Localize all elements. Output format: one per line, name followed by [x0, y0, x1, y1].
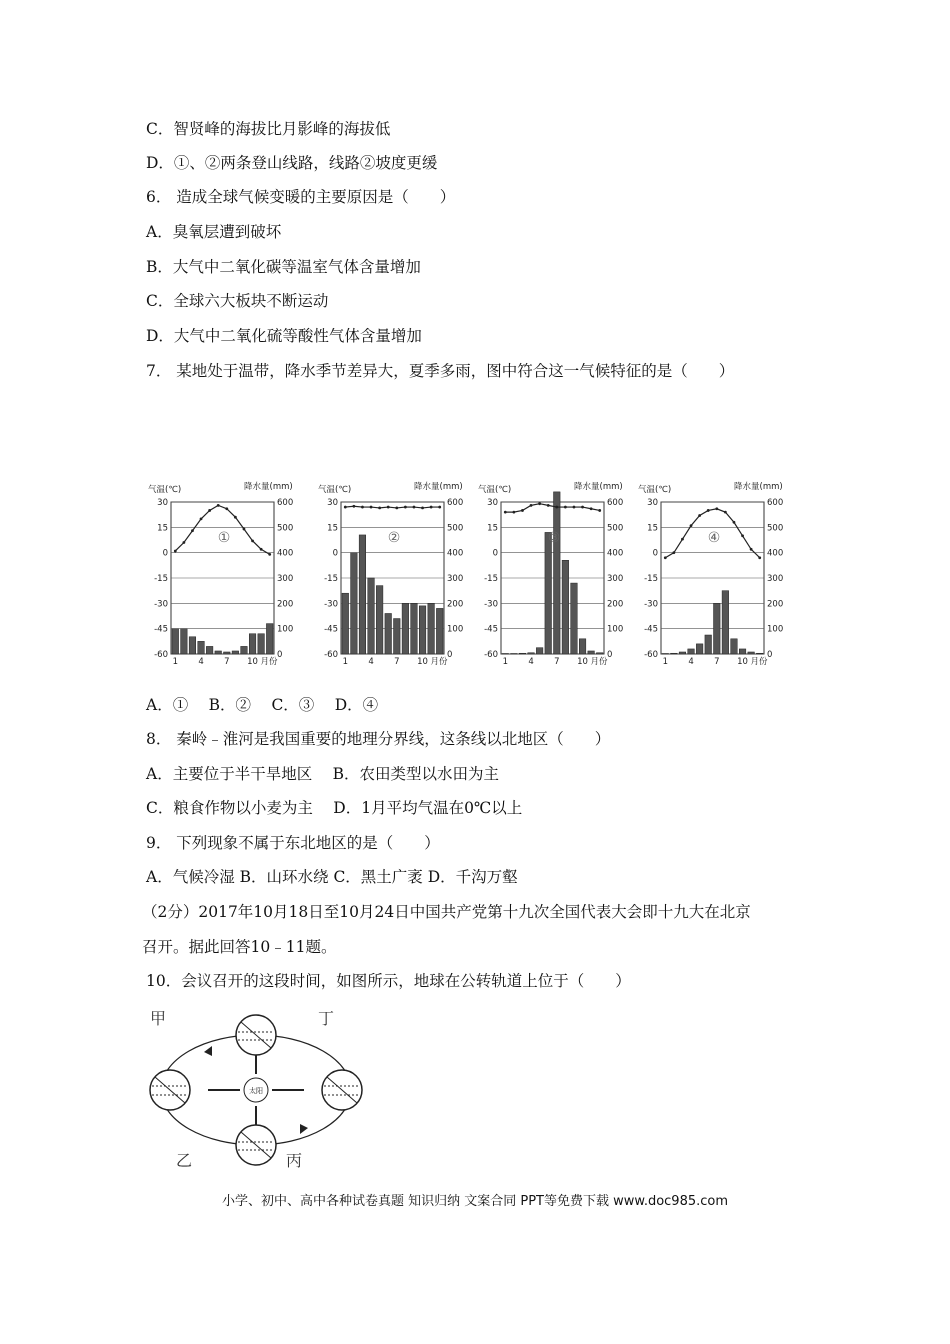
precipitation-tick-label: 200 — [607, 599, 624, 610]
precipitation-tick-label: 0 — [277, 650, 283, 660]
precipitation-bar — [662, 653, 669, 654]
right-axis-title: 降水量(mm) — [414, 482, 463, 492]
temperature-tick-label: -15 — [154, 574, 168, 584]
precipitation-bar — [502, 653, 509, 654]
month-tick-label: 7 — [394, 657, 400, 667]
precipitation-bar — [671, 653, 678, 654]
temperature-point — [234, 516, 237, 519]
page-footer: 小学、初中、高中各种试卷真题 知识归纳 文案合同 PPT等免费下载 www.doc985.com — [221, 1194, 729, 1209]
temperature-tick-label: -60 — [644, 650, 658, 660]
temperature-point — [581, 506, 584, 509]
precipitation-bar — [419, 606, 426, 654]
precipitation-tick-label: 600 — [447, 498, 464, 508]
chart-number-label: ④ — [707, 530, 721, 546]
text-line: C．全球六大板块不断运动 — [146, 292, 329, 310]
temperature-tick-label: -60 — [324, 650, 338, 660]
orbit-arrow-topleft — [204, 1046, 212, 1056]
text-line: A．气候冷湿 B．山环水绕 C．黑土广袤 D．千沟万壑 — [146, 868, 518, 886]
month-tick-label: 7 — [714, 657, 720, 667]
earth-orbit-diagram — [146, 1010, 366, 1174]
chart-number-label: ③ — [547, 530, 561, 546]
temperature-point — [538, 502, 541, 505]
text-line: C．智贤峰的海拔比月影峰的海拔低 — [146, 120, 391, 138]
precipitation-tick-label: 100 — [767, 624, 784, 635]
left-axis-title: 气温(℃) — [148, 485, 182, 495]
orbit-label-ding: 丁 — [318, 1010, 335, 1028]
precipitation-tick-label: 600 — [277, 498, 294, 508]
temperature-tick-label: -30 — [324, 599, 338, 610]
precipitation-bar — [596, 653, 603, 654]
temperature-point — [370, 506, 373, 509]
precipitation-bar — [562, 560, 569, 654]
earth-bottom-icon — [236, 1125, 276, 1165]
precipitation-bar — [705, 635, 712, 654]
x-axis-title: 月份 — [260, 657, 278, 667]
precipitation-tick-label: 500 — [607, 523, 624, 534]
precipitation-tick-label: 400 — [447, 548, 464, 559]
precipitation-bar — [731, 639, 738, 654]
temperature-point — [251, 539, 254, 542]
precipitation-bar — [258, 634, 265, 654]
temperature-tick-label: -45 — [324, 624, 338, 635]
precipitation-tick-label: 0 — [447, 650, 453, 660]
precipitation-bar — [696, 644, 703, 654]
temperature-point — [395, 507, 398, 510]
precipitation-bar — [519, 653, 526, 654]
temperature-point — [564, 506, 567, 509]
temperature-point — [590, 507, 593, 510]
temperature-tick-label: 30 — [647, 498, 658, 508]
x-axis-title: 月份 — [590, 657, 608, 667]
precipitation-tick-label: 600 — [607, 498, 624, 508]
precipitation-tick-label: 100 — [607, 624, 624, 635]
temperature-point — [664, 556, 667, 559]
temperature-point — [387, 506, 390, 509]
temperature-point — [758, 556, 761, 559]
temperature-point — [707, 509, 710, 512]
month-tick-label: 4 — [198, 657, 204, 667]
temperature-point — [361, 506, 364, 509]
temperature-point — [182, 541, 185, 544]
temperature-tick-label: 15 — [157, 523, 168, 534]
month-tick-label: 1 — [172, 657, 179, 667]
text-line: C．粮食作物以小麦为主 D．1月平均气温在0℃以上 — [146, 799, 523, 817]
left-axis-title: 气温(℃) — [318, 485, 352, 495]
precipitation-bar — [428, 603, 435, 654]
precipitation-tick-label: 200 — [447, 599, 464, 610]
precipitation-bar — [241, 646, 248, 654]
temperature-point — [421, 507, 424, 510]
text-line: 召开。据此回答10﹣11题。 — [142, 938, 337, 956]
right-axis-title: 降水量(mm) — [574, 482, 623, 492]
temperature-point — [504, 511, 507, 514]
climate-chart-1 — [146, 478, 316, 678]
text-line: D．大气中二氧化硫等酸性气体含量增加 — [146, 327, 422, 345]
temperature-point — [174, 550, 177, 553]
temperature-tick-label: 0 — [162, 548, 168, 559]
temperature-point — [521, 509, 524, 512]
month-tick-label: 1 — [502, 657, 509, 667]
precipitation-tick-label: 100 — [447, 624, 464, 635]
temperature-tick-label: -30 — [644, 599, 658, 610]
temperature-point — [260, 548, 263, 551]
earth-right-icon — [322, 1070, 362, 1110]
earth-top-icon — [236, 1015, 276, 1055]
temperature-point — [715, 507, 718, 510]
precipitation-bar — [756, 653, 763, 654]
precipitation-bar — [394, 619, 401, 654]
sun-label: 太阳 — [249, 1087, 263, 1095]
temperature-point — [672, 551, 675, 554]
text-line: 6． 造成全球气候变暖的主要原因是（ ） — [146, 188, 456, 206]
temperature-tick-label: -15 — [644, 574, 658, 584]
temperature-tick-label: 15 — [647, 523, 658, 534]
month-tick-label: 4 — [368, 657, 374, 667]
text-line: （2分）2017年10月18日至10月24日中国共产党第十九次全国代表大会即十九大在北京 — [142, 903, 751, 921]
precipitation-tick-label: 200 — [767, 599, 784, 610]
temperature-tick-label: -30 — [154, 599, 168, 610]
precipitation-bar — [224, 652, 231, 654]
chart-number-label: ② — [387, 530, 401, 546]
temperature-point — [733, 521, 736, 524]
temperature-tick-label: -15 — [484, 574, 498, 584]
temperature-point — [690, 524, 693, 527]
precipitation-tick-label: 500 — [277, 523, 294, 534]
temperature-tick-label: 15 — [327, 523, 338, 534]
precipitation-tick-label: 100 — [277, 624, 294, 635]
precipitation-tick-label: 400 — [767, 548, 784, 559]
month-tick-label: 7 — [224, 657, 230, 667]
temperature-point — [547, 504, 550, 507]
temperature-tick-label: 0 — [332, 548, 338, 559]
temperature-point — [243, 528, 246, 531]
orbit-label-yi: 乙 — [176, 1151, 193, 1170]
precipitation-tick-label: 400 — [607, 548, 624, 559]
precipitation-bar — [342, 593, 349, 654]
temperature-point — [530, 504, 533, 507]
precipitation-bar — [579, 639, 586, 654]
temperature-point — [268, 553, 271, 556]
precipitation-bar — [436, 608, 443, 654]
earth-left-icon — [150, 1070, 190, 1110]
temperature-point — [573, 506, 576, 509]
precipitation-bar — [368, 578, 375, 654]
temperature-tick-label: -60 — [484, 650, 498, 660]
temperature-line — [505, 504, 599, 512]
month-tick-label: 4 — [688, 657, 694, 667]
temperature-tick-label: -30 — [484, 599, 498, 610]
temperature-line — [345, 506, 439, 508]
text-line: 8． 秦岭﹣淮河是我国重要的地理分界线，这条线以北地区（ ） — [146, 730, 611, 748]
month-tick-label: 10 — [247, 657, 258, 667]
month-tick-label: 10 — [577, 657, 588, 667]
x-axis-title: 月份 — [750, 657, 768, 667]
precipitation-bar — [266, 624, 273, 654]
temperature-point — [404, 506, 407, 509]
precipitation-bar — [748, 652, 755, 654]
precipitation-tick-label: 300 — [277, 574, 294, 584]
temperature-point — [698, 514, 701, 517]
temperature-point — [225, 507, 228, 510]
left-axis-title: 气温(℃) — [478, 485, 512, 495]
temperature-point — [200, 517, 203, 520]
precipitation-tick-label: 500 — [447, 523, 464, 534]
precipitation-tick-label: 300 — [767, 574, 784, 584]
month-tick-label: 7 — [554, 657, 560, 667]
climate-chart-4 — [636, 478, 806, 678]
orbit-label-bing: 丙 — [286, 1151, 303, 1170]
x-axis-title: 月份 — [430, 657, 448, 667]
precipitation-bar — [688, 649, 695, 654]
text-line: 9． 下列现象不属于东北地区的是（ ） — [146, 834, 440, 852]
temperature-point — [750, 548, 753, 551]
right-axis-title: 降水量(mm) — [244, 482, 293, 492]
temperature-point — [555, 506, 558, 509]
text-line: A．主要位于半干旱地区 B．农田类型以水田为主 — [146, 765, 500, 783]
temperature-tick-label: 15 — [487, 523, 498, 534]
temperature-tick-label: 30 — [327, 498, 338, 508]
precipitation-tick-label: 600 — [767, 498, 784, 508]
temperature-point — [217, 504, 220, 507]
temperature-point — [191, 529, 194, 532]
precipitation-bar — [739, 649, 746, 654]
orbit-arrow-bottomright — [300, 1124, 308, 1134]
text-line: 10．会议召开的这段时间，如图所示，地球在公转轨道上位于（ ） — [146, 972, 631, 990]
precipitation-bar — [181, 629, 188, 654]
precipitation-bar — [411, 603, 418, 654]
precipitation-tick-label: 500 — [767, 523, 784, 534]
right-axis-title: 降水量(mm) — [734, 482, 783, 492]
precipitation-bar — [554, 492, 561, 654]
temperature-point — [352, 505, 355, 508]
temperature-point — [512, 511, 515, 514]
temperature-point — [724, 511, 727, 514]
precipitation-bar — [232, 651, 239, 654]
precipitation-bar — [528, 653, 535, 654]
month-tick-label: 10 — [417, 657, 428, 667]
precipitation-tick-label: 300 — [447, 574, 464, 584]
precipitation-bar — [215, 651, 222, 654]
temperature-point — [598, 509, 601, 512]
precipitation-tick-label: 400 — [277, 548, 294, 559]
temperature-tick-label: -45 — [484, 624, 498, 635]
temperature-tick-label: 30 — [487, 498, 498, 508]
precipitation-bar — [359, 535, 366, 654]
temperature-point — [208, 509, 211, 512]
temperature-tick-label: -60 — [154, 650, 168, 660]
temperature-tick-label: 0 — [652, 548, 658, 559]
precipitation-bar — [588, 651, 595, 654]
precipitation-bar — [679, 652, 686, 654]
month-tick-label: 1 — [342, 657, 349, 667]
text-line: D．①、②两条登山线路，线路②坡度更缓 — [146, 154, 438, 172]
month-tick-label: 4 — [528, 657, 534, 667]
temperature-tick-label: 0 — [492, 548, 498, 559]
precipitation-tick-label: 300 — [607, 574, 624, 584]
temperature-tick-label: -15 — [324, 574, 338, 584]
precipitation-bar — [714, 603, 721, 654]
text-line: A．臭氧层遭到破坏 — [146, 223, 282, 241]
temperature-point — [413, 506, 416, 509]
left-axis-title: 气温(℃) — [638, 485, 672, 495]
temperature-point — [430, 506, 433, 509]
month-tick-label: 10 — [737, 657, 748, 667]
month-tick-label: 1 — [662, 657, 669, 667]
precipitation-bar — [545, 532, 552, 654]
temperature-point — [378, 507, 381, 510]
climate-chart-2 — [316, 478, 486, 678]
precipitation-bar — [376, 586, 383, 654]
precipitation-bar — [511, 653, 518, 654]
temperature-tick-label: -45 — [644, 624, 658, 635]
text-line: B．大气中二氧化碳等温室气体含量增加 — [146, 258, 421, 276]
precipitation-bar — [172, 629, 179, 654]
text-line: 7． 某地处于温带，降水季节差异大，夏季多雨，图中符合这一气候特征的是（ ） — [146, 362, 735, 380]
precipitation-bar — [206, 646, 213, 654]
precipitation-tick-label: 200 — [277, 599, 294, 610]
temperature-point — [344, 506, 347, 509]
orbit-label-jia: 甲 — [150, 1010, 167, 1028]
precipitation-bar — [571, 583, 578, 654]
precipitation-bar — [536, 648, 543, 654]
precipitation-bar — [351, 553, 358, 654]
climate-chart-3 — [476, 478, 646, 678]
precipitation-bar — [385, 613, 392, 654]
precipitation-bar — [189, 637, 196, 654]
temperature-tick-label: -45 — [154, 624, 168, 635]
temperature-point — [741, 534, 744, 537]
precipitation-tick-label: 0 — [607, 650, 613, 660]
temperature-point — [681, 538, 684, 541]
precipitation-tick-label: 0 — [767, 650, 773, 660]
precipitation-bar — [402, 603, 409, 654]
precipitation-bar — [722, 591, 729, 654]
temperature-point — [438, 506, 441, 509]
temperature-tick-label: 30 — [157, 498, 168, 508]
text-line: A．① B．② C．③ D．④ — [146, 696, 379, 714]
precipitation-bar — [198, 641, 205, 654]
chart-number-label: ① — [217, 530, 231, 546]
precipitation-bar — [249, 634, 256, 654]
